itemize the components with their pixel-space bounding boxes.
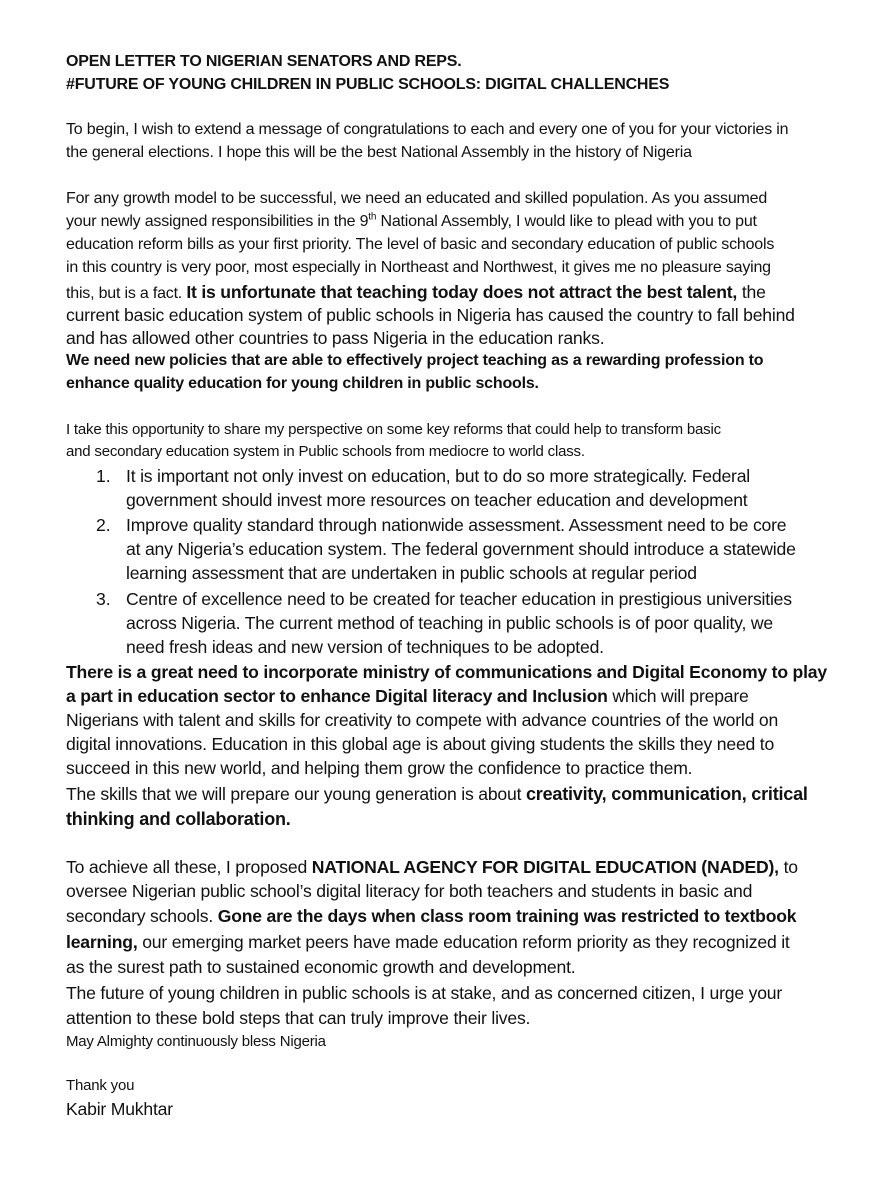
bold-text: Gone are the days when class room training was restricted to textbook — [217, 906, 797, 926]
list-item-1-line-1: It is important not only invest on education, but to do so more strategically. Federal — [126, 466, 751, 486]
text-run: to — [778, 857, 798, 877]
heading-line-2: #FUTURE OF YOUNG CHILDREN IN PUBLIC SCHOOLS: DIGITAL CHALLENCHES — [66, 76, 670, 93]
paragraph-2-line-5 — [66, 282, 766, 303]
paragraph-5-line-7: attention to these bold steps that can truly improve their lives. — [66, 1008, 531, 1028]
list-item-3-line-3: need fresh ideas and new version of techniques to be adopted. — [126, 637, 604, 657]
blessing-line: May Almighty continuously bless Nigeria — [66, 1033, 326, 1050]
paragraph-2-line-4: in this country is very poor, most especially in Northeast and Northwest, it gives me no pleasure saying — [66, 259, 771, 276]
list-item-2-line-1: Improve quality standard through nationwide assessment. Assessment need to be core — [126, 515, 787, 535]
heading-line-1: OPEN LETTER TO NIGERIAN SENATORS AND REPS. — [66, 53, 462, 70]
text-run: your newly assigned responsibilities in the 9 — [66, 213, 369, 230]
list-number-2: 2. — [96, 515, 111, 535]
text-run: the — [737, 282, 766, 302]
text-run: To achieve all these, I proposed — [66, 857, 312, 877]
list-item-1-line-2: government should invest more resources on teacher education and development — [126, 490, 748, 510]
paragraph-3-line-1: I take this opportunity to share my perspective on some key reforms that could help to transform basic — [66, 421, 721, 438]
paragraph-5-line-4 — [66, 932, 790, 953]
paragraph-2-line-8: We need new policies that are able to effectively project teaching as a rewarding profession to — [66, 352, 764, 369]
text-run: this, but is a fact. — [66, 285, 187, 302]
list-item-3-line-2: across Nigeria. The current method of teaching in public schools is of poor quality, we — [126, 613, 773, 633]
paragraph-4-line-2 — [66, 686, 749, 707]
paragraph-2-line-9: enhance quality education for young children in public schools. — [66, 375, 539, 392]
closing-line: Thank you — [66, 1077, 135, 1094]
paragraph-4-line-1: There is a great need to incorporate ministry of communications and Digital Economy to play — [66, 662, 827, 682]
text-run: our emerging market peers have made education reform priority as they recognized it — [137, 932, 790, 952]
paragraph-4-line-7: thinking and collaboration. — [66, 809, 291, 829]
paragraph-5-line-5: as the surest path to sustained economic growth and development. — [66, 957, 576, 977]
bold-text: a part in education sector to enhance Digital literacy and Inclusion — [66, 686, 608, 706]
list-number-1: 1. — [96, 466, 111, 486]
list-item-2-line-3: learning assessment that are undertaken in public schools at regular period — [126, 563, 697, 583]
paragraph-5-line-6: The future of young children in public schools is at stake, and as concerned citizen, I urge your — [66, 983, 783, 1003]
paragraph-2-line-3: education reform bills as your first priority. The level of basic and secondary education of public schools — [66, 236, 775, 253]
text-run: which will prepare — [607, 686, 749, 706]
text-run: National Assembly, I would like to plead with you to put — [376, 213, 757, 230]
paragraph-5-line-3 — [66, 906, 796, 927]
bold-text: NATIONAL AGENCY FOR DIGITAL EDUCATION (NADED), — [311, 857, 779, 877]
paragraph-4-line-6 — [66, 784, 808, 805]
paragraph-5-line-2: oversee Nigerian public school’s digital literacy for both teachers and students in basic and — [66, 881, 753, 901]
paragraph-2-line-6: current basic education system of public schools in Nigeria has caused the country to fall behind — [66, 305, 795, 325]
bold-text: It is unfortunate that teaching today does not attract the best talent, — [186, 282, 738, 302]
paragraph-5-line-1 — [66, 857, 798, 878]
paragraph-1-line-2: the general elections. I hope this will be the best National Assembly in the history of Nigeria — [66, 144, 692, 161]
signature-name: Kabir Mukhtar — [66, 1099, 173, 1119]
text-run: The skills that we will prepare our young generation is about — [66, 784, 526, 804]
text-run: secondary schools. — [66, 906, 218, 926]
paragraph-2-line-7: and has allowed other countries to pass Nigeria in the education ranks. — [66, 328, 605, 348]
bold-text: learning, — [66, 932, 138, 952]
bold-text: creativity, communication, critical — [525, 784, 808, 804]
paragraph-2-line-1: For any growth model to be successful, we need an educated and skilled population. As you assumed — [66, 190, 768, 207]
paragraph-2-line-2 — [66, 213, 757, 231]
paragraph-1-line-1: To begin, I wish to extend a message of congratulations to each and every one of you for your victories in — [66, 121, 789, 138]
paragraph-4-line-5: succeed in this new world, and helping them grow the confidence to practice them. — [66, 758, 693, 778]
paragraph-4-line-3: Nigerians with talent and skills for creativity to compete with advance countries of the world on — [66, 710, 779, 730]
paragraph-4-line-4: digital innovations. Education in this global age is about giving students the skills they need to — [66, 734, 775, 754]
superscript: th — [368, 211, 377, 223]
list-item-2-line-2: at any Nigeria’s education system. The federal government should introduce a statewide — [126, 539, 796, 559]
list-number-3: 3. — [96, 589, 111, 609]
paragraph-3-line-2: and secondary education system in Public schools from mediocre to world class. — [66, 443, 585, 460]
list-item-3-line-1: Centre of excellence need to be created for teacher education in prestigious universities — [126, 589, 792, 609]
